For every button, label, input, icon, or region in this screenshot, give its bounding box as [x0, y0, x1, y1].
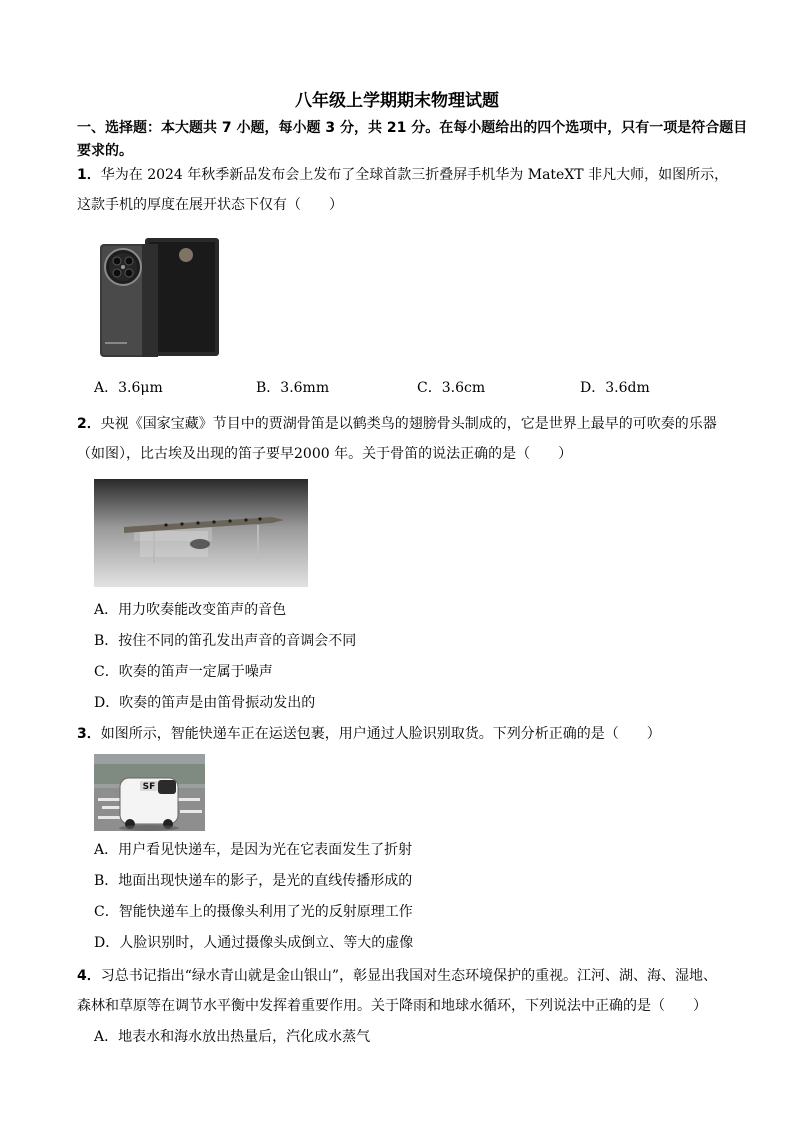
question-1-option-c: C．3.6cm [417, 380, 486, 396]
bone-flute-image [94, 479, 308, 587]
question-2-option-a: A．用力吹奏能改变笛声的音色 [94, 602, 287, 618]
question-2-option-d: D．吹奏的笛声是由笛骨振动发出的 [94, 695, 316, 711]
question-1-line-2: 这款手机的厚度在展开状态下仅有（ ） [77, 197, 343, 213]
question-4-line-2: 森林和草原等在调节水平衡中发挥着重要作用。关于降雨和地球水循环，下列说法中正确的是（ ） [77, 998, 707, 1014]
question-1-line-1 [77, 165, 728, 185]
question-1-option-d: D．3.6dm [580, 380, 650, 396]
page-title: 八年级上学期期末物理试题 [295, 91, 499, 111]
question-1-text: 华为在 2024 年秋季新品发布会上发布了全球首款三折叠屏手机华为 MateXT 非凡大师，如图所示， [100, 167, 729, 183]
van-logo-text: SF [142, 782, 156, 792]
question-3-option-d: D．人脸识别时，人通过摄像头成倒立、等大的虚像 [94, 935, 414, 951]
question-2-option-b: B．按住不同的笛孔发出声音的音调会不同 [94, 633, 357, 649]
question-4-number: 4． [77, 968, 101, 984]
question-2-option-c: C．吹奏的笛声一定属于噪声 [94, 664, 273, 680]
question-1-option-b: B．3.6mm [256, 380, 330, 396]
question-1-number: 1． [77, 167, 101, 183]
question-3-option-a: A．用户看见快递车，是因为光在它表面发生了折射 [94, 842, 413, 858]
question-2-number: 2． [77, 416, 101, 432]
section-heading: 一、选择题：本大题共 7 小题，每小题 3 分，共 21 分。在每小题给出的四个选项中，只有一项是符合题目要求的。 [77, 120, 748, 159]
question-3-option-b: B．地面出现快递车的影子，是光的直线传播形成的 [94, 873, 413, 889]
question-4-line-1 [77, 966, 717, 986]
question-4-option-a: A．地表水和海水放出热量后，汽化成水蒸气 [94, 1029, 371, 1045]
question-4-text: 习总书记指出“绿水青山就是金山银山”，彰显出我国对生态环境保护的重视。江河、湖、海、湿地、 [100, 968, 718, 984]
delivery-van-image [94, 754, 205, 831]
question-2-line-1 [77, 414, 717, 434]
question-1-option-a: A．3.6μm [94, 380, 163, 396]
phone-image [99, 236, 220, 358]
question-3-text: 如图所示，智能快递车正在运送包裹，用户通过人脸识别取货。下列分析正确的是（ ） [100, 726, 661, 742]
question-3-option-c: C．智能快递车上的摄像头利用了光的反射原理工作 [94, 904, 413, 920]
question-2-line-2: （如图），比古埃及出现的笛子要早2000 年。关于骨笛的说法正确的是（ ） [77, 446, 573, 462]
question-2-text: 央视《国家宝藏》节目中的贾湖骨笛是以鹤类鸟的翅膀骨头制成的，它是世界上最早的可吹奏的乐器 [100, 416, 717, 432]
question-3-line-1 [77, 724, 661, 744]
question-3-number: 3． [77, 726, 101, 742]
